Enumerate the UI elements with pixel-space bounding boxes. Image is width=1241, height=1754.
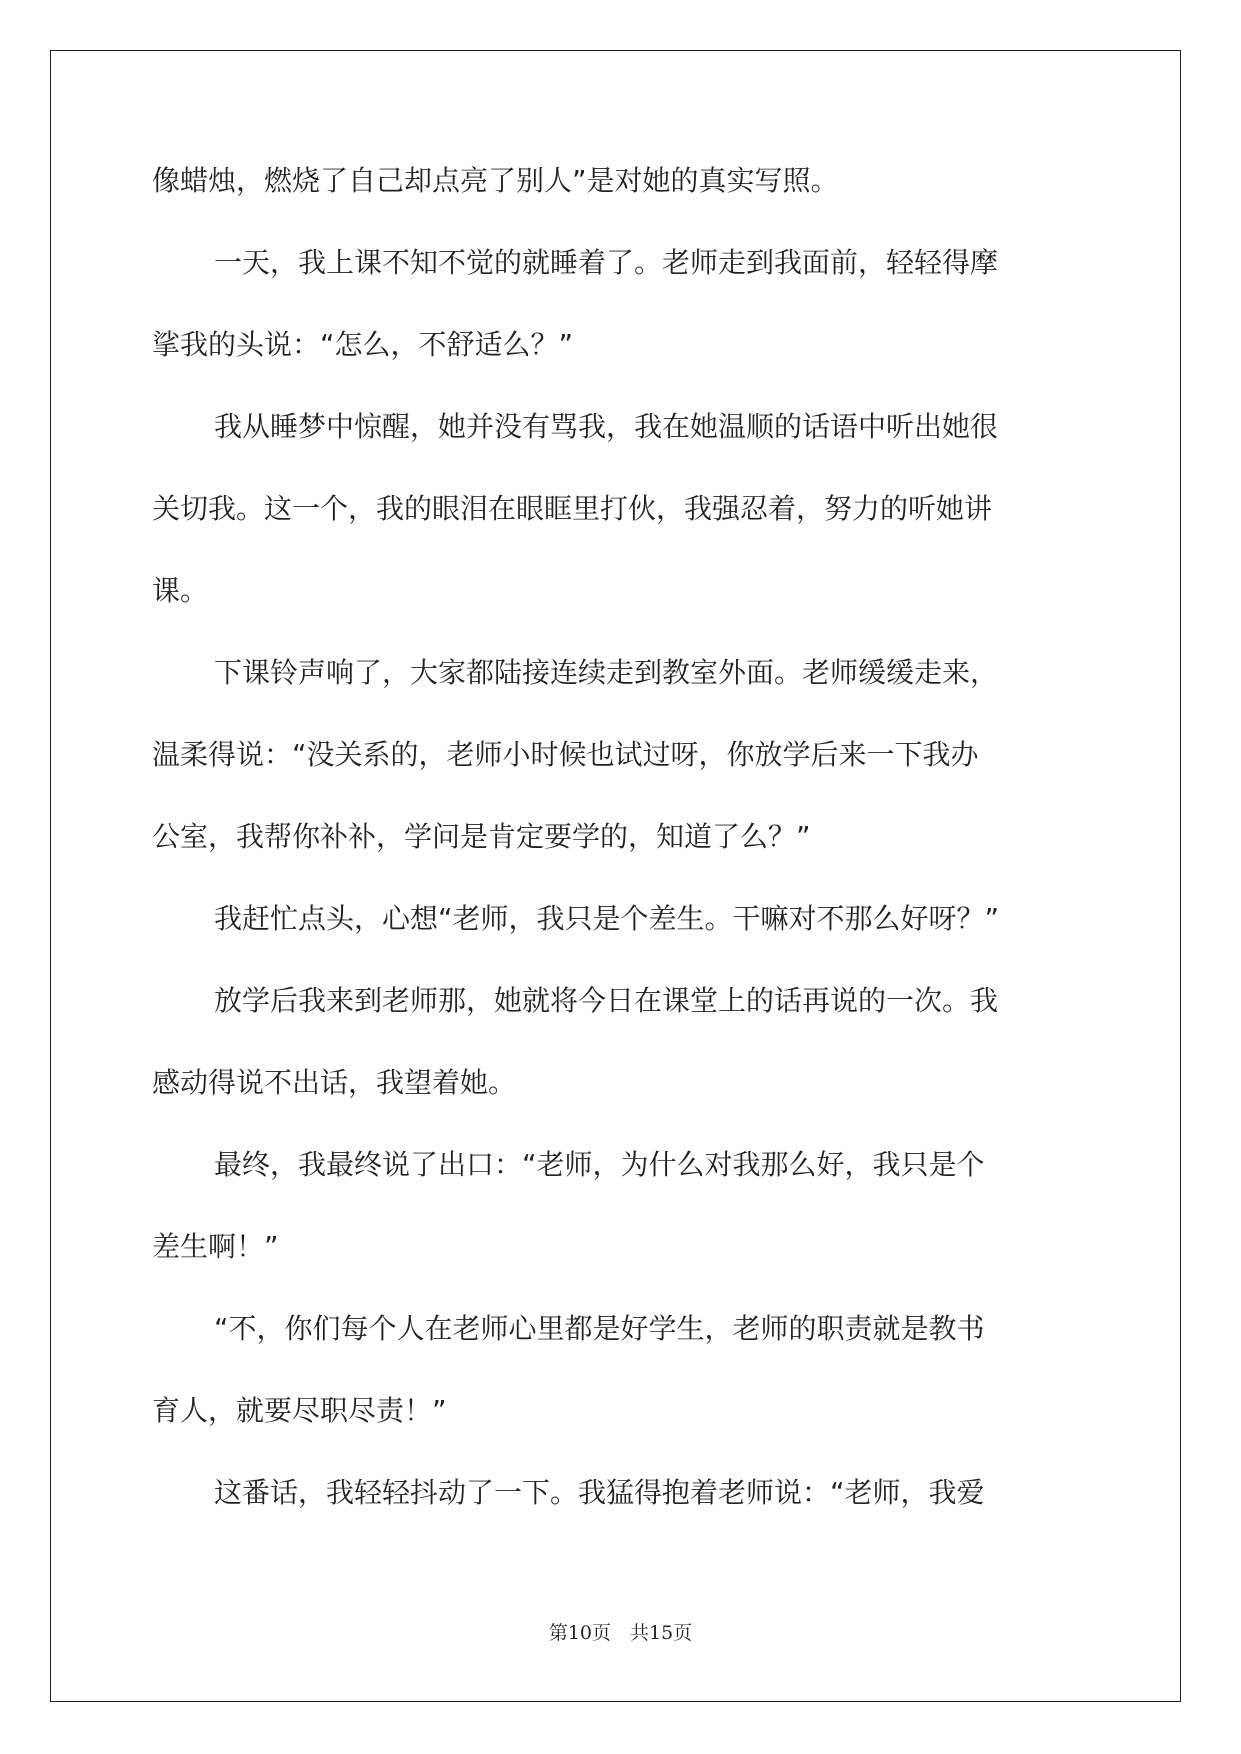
text-line: 我赶忙点头，心想“老师，我只是个差生。干嘛对不那么好呀？”	[214, 902, 1000, 935]
text-line: 温柔得说：“没关系的，老师小时候也试过呀，你放学后来一下我办	[152, 738, 979, 771]
text-line: 公室，我帮你补补，学问是肯定要学的，知道了么？”	[152, 820, 811, 853]
text-line: 放学后我来到老师那，她就将今日在课堂上的话再说的一次。我	[214, 984, 999, 1017]
text-line: 育人，就要尽职尽责！”	[152, 1394, 447, 1427]
page-number: 第10页 共15页	[548, 1622, 693, 1644]
text-line: 这番话，我轻轻抖动了一下。我猛得抱着老师说：“老师，我爱	[214, 1476, 985, 1509]
text-line: 感动得说不出话，我望着她。	[152, 1066, 517, 1099]
text-line: “不，你们每个人在老师心里都是好学生，老师的职责就是教书	[214, 1312, 985, 1345]
text-line: 挲我的头说：“怎么，不舒适么？”	[152, 328, 574, 361]
text-line: 差生啊！”	[152, 1230, 279, 1263]
text-line: 课。	[152, 574, 209, 607]
text-line: 关切我。这一个，我的眼泪在眼眶里打伙，我强忍着，努力的听她讲	[152, 492, 993, 525]
body-text	[152, 164, 1092, 1558]
text-line: 最终，我最终说了出口：“老师，为什么对我那么好，我只是个	[214, 1148, 985, 1181]
text-line: 一天，我上课不知不觉的就睡着了。老师走到我面前，轻轻得摩	[214, 246, 999, 279]
text-line: 我从睡梦中惊醒，她并没有骂我，我在她温顺的话语中听出她很	[214, 410, 999, 443]
text-line: 像蜡烛，燃烧了自己却点亮了别人”是对她的真实写照。	[152, 164, 839, 197]
text-line: 下课铃声响了，大家都陆接连续走到教室外面。老师缓缓走来，	[214, 656, 999, 689]
